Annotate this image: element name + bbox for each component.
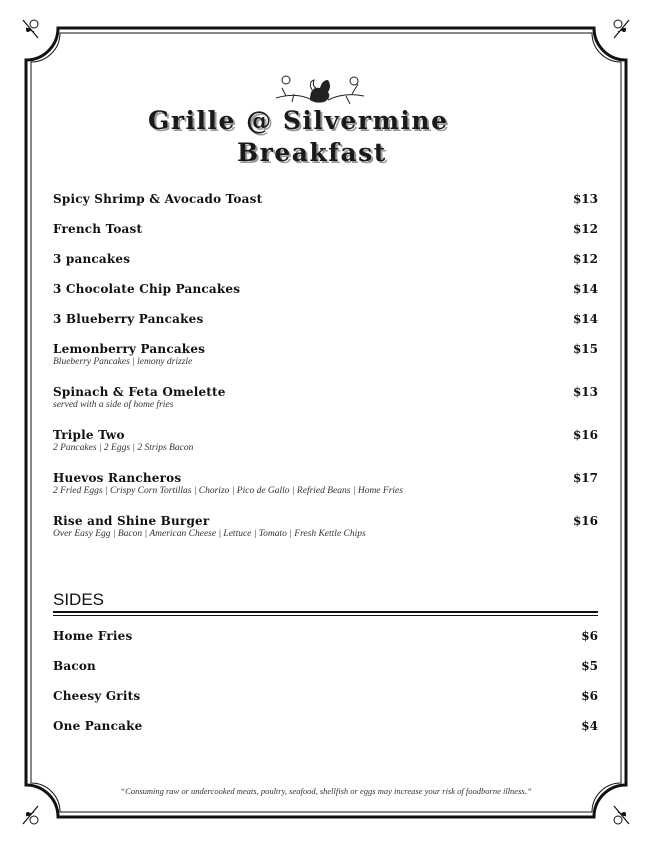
side-item: [53, 629, 598, 643]
item-name: Home Fries: [53, 629, 133, 643]
menu-title: Breakfast: [237, 138, 387, 167]
rooster-illustration-icon: [272, 72, 368, 108]
item-name: 3 pancakes: [53, 252, 131, 266]
item-description: 2 Pancakes | 2 Eggs | 2 Strips Bacon: [53, 443, 194, 453]
menu-item: [53, 428, 598, 453]
corner-flourish-icon: [608, 16, 632, 42]
menu-item: [53, 252, 598, 266]
corner-flourish-icon: [20, 802, 44, 828]
menu-item: [53, 471, 598, 496]
item-name: Cheesy Grits: [53, 689, 141, 703]
item-price: $12: [572, 252, 598, 266]
item-price: $12: [572, 222, 598, 236]
menu-item: [53, 282, 598, 296]
item-name: Triple Two: [53, 428, 125, 442]
corner-flourish-icon: [20, 16, 44, 42]
item-name: Bacon: [53, 659, 96, 673]
item-name: One Pancake: [53, 719, 143, 733]
item-price: $16: [572, 514, 598, 528]
item-price: $13: [572, 385, 598, 399]
item-price: $13: [572, 192, 598, 206]
item-price: $6: [581, 629, 598, 643]
item-name: 3 Chocolate Chip Pancakes: [53, 282, 241, 296]
item-name: Rise and Shine Burger: [53, 514, 210, 528]
menu-item: [53, 342, 598, 367]
menu-item: [53, 192, 598, 206]
item-price: $15: [572, 342, 598, 356]
item-price: $6: [581, 689, 598, 703]
item-description: 2 Fried Eggs | Crispy Corn Tortillas | Chorizo | Pico de Gallo | Refried Beans | Home Fries: [53, 486, 403, 496]
item-name: 3 Blueberry Pancakes: [53, 312, 204, 326]
item-price: $17: [572, 471, 598, 485]
item-price: $16: [572, 428, 598, 442]
menu-item: [53, 385, 598, 410]
corner-flourish-icon: [608, 802, 632, 828]
side-item: [53, 659, 598, 673]
item-name: French Toast: [53, 222, 143, 236]
item-description: served with a side of home fries: [53, 400, 174, 410]
item-price: $5: [581, 659, 598, 673]
menu-item: [53, 514, 598, 539]
divider: [53, 611, 598, 613]
item-name: Spinach & Feta Omelette: [53, 385, 226, 399]
divider: [53, 615, 598, 616]
sides-heading: SIDES: [53, 590, 105, 609]
menu-item: [53, 222, 598, 236]
side-item: [53, 689, 598, 703]
item-price: $4: [581, 719, 598, 733]
item-price: $14: [572, 312, 598, 326]
food-safety-disclaimer: “Consuming raw or undercooked meats, poultry, seafood, shellfish or eggs may increase your risk of foodborne illness.”: [120, 786, 532, 796]
restaurant-name: Grille @ Silvermine: [148, 106, 449, 135]
side-item: [53, 719, 598, 733]
item-description: Blueberry Pancakes | lemony drizzle: [53, 357, 193, 367]
item-name: Lemonberry Pancakes: [53, 342, 206, 356]
item-price: $14: [572, 282, 598, 296]
item-name: Spicy Shrimp & Avocado Toast: [53, 192, 263, 206]
item-description: Over Easy Egg | Bacon | American Cheese | Lettuce | Tomato | Fresh Kettle Chips: [53, 529, 366, 539]
menu-item: [53, 312, 598, 326]
item-name: Huevos Rancheros: [53, 471, 182, 485]
